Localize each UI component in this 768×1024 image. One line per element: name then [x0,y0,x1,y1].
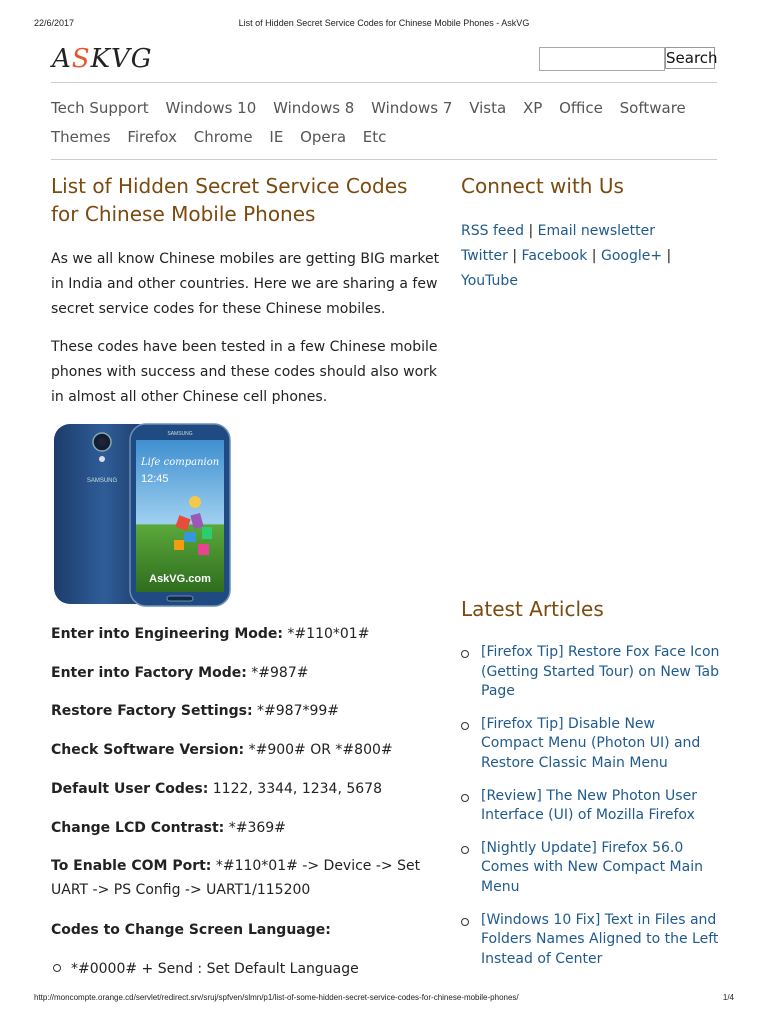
bullet-circle-icon [53,964,61,972]
nav-item-etc[interactable]: Etc [362,128,387,146]
image-watermark: AskVG.com [149,573,211,585]
code-label: Change LCD Contrast: [51,820,225,836]
nav-item-firefox[interactable]: Firefox [127,128,177,146]
code-value: *#369# [224,820,286,836]
logo-letters-rest: KVG [90,44,153,74]
youtube-link[interactable]: YouTube [461,273,518,289]
article-paragraph-2: These codes have been tested in a few Chinese mobile phones with success and these codes should also work in almost all other Chinese cell phones. [51,339,438,405]
screen-tagline: Life companion [141,457,220,468]
code-value: *#110*01# [282,626,370,642]
code-label: Codes to Change Screen Language: [51,922,331,938]
search-input[interactable] [539,47,665,71]
language-bullet-text: *#0000# + Send : Set Default Language [71,961,359,977]
nav-item-xp[interactable]: XP [522,99,543,117]
article-intro: As we all know Chinese mobiles are getting BIG market in India and other countries. Here we are sharing a few secret service codes for these Chinese mobiles. [51,251,440,317]
code-label: Enter into Factory Mode: [51,665,247,681]
code-value: 1122, 3344, 1234, 5678 [208,781,382,797]
bullet-circle-icon [461,722,469,730]
twitter-link[interactable]: Twitter [461,248,508,264]
nav-item-vista[interactable]: Vista [469,99,507,117]
code-label: Restore Factory Settings: [51,703,253,719]
main-nav [51,94,717,152]
samsung-phone-image [52,422,232,608]
code-value: *#987# [246,665,309,681]
print-date: 22/6/2017 [34,18,75,28]
code-com-port [51,854,451,902]
code-label: Default User Codes: [51,781,209,797]
code-label: To Enable COM Port: [51,858,212,874]
logo-letter-s: S [71,44,91,74]
print-url: http://moncompte.orange.cd/servlet/redirect.srv/sruj/spfven/slmn/p1/list-of-some-hidden-secret-service-codes-for-chinese-mobile-phones/ [34,993,519,1002]
print-footer [0,993,768,1007]
latest-article-link[interactable]: [Nightly Update] Firefox 56.0 Comes with New Compact Main Menu [481,839,703,895]
code-label: Check Software Version: [51,742,245,758]
code-restore-factory [51,699,451,723]
latest-article-item[interactable] [461,787,721,826]
site-logo[interactable] [52,44,153,74]
nav-item-chrome[interactable]: Chrome [193,128,253,146]
connect-title: Connect with Us [461,174,624,198]
search-button[interactable]: Search [666,49,718,67]
nav-item-office[interactable]: Office [559,99,603,117]
latest-article-link[interactable]: [Firefox Tip] Disable New Compact Menu (Photon UI) and Restore Classic Main Menu [481,715,701,771]
bullet-circle-icon [461,794,469,802]
print-header [0,18,768,32]
code-default-user [51,777,451,801]
connect-links [461,219,701,294]
code-screen-language [51,918,451,942]
facebook-link[interactable]: Facebook [521,248,588,264]
nav-item-windows-8[interactable]: Windows 8 [273,99,355,117]
nav-item-software[interactable]: Software [619,99,686,117]
latest-article-link[interactable]: [Review] The New Photon User Interface (UI) of Mozilla Firefox [481,787,697,824]
link-separator: | [507,248,522,264]
back-brand-label: SAMSUNG [86,478,118,484]
bullet-circle-icon [461,846,469,854]
print-title: List of Hidden Secret Service Codes for Chinese Mobile Phones - AskVG [238,18,530,28]
header-divider [51,82,717,83]
code-factory-mode [51,661,451,685]
front-brand-label: SAMSUNG [167,431,193,437]
email-newsletter-link[interactable]: Email newsletter [537,223,655,239]
nav-item-themes[interactable]: Themes [51,128,111,146]
latest-articles-list [461,643,721,982]
print-page-number: 1/4 [722,993,734,1002]
rss-feed-link[interactable]: RSS feed [461,223,524,239]
nav-item-tech-support[interactable]: Tech Support [51,99,149,117]
link-separator: | [524,223,538,239]
bullet-circle-icon [461,650,469,658]
language-bullet [51,957,451,981]
code-value: *#110*01# -> Device -> Set UART -> PS Config -> UART1/115200 [51,858,421,898]
link-separator: | [662,248,672,264]
logo-letter-a: A [52,44,72,74]
latest-article-item[interactable] [461,715,721,774]
nav-item-ie[interactable]: IE [269,128,284,146]
link-separator: | [587,248,601,264]
nav-item-opera[interactable]: Opera [300,128,347,146]
bullet-circle-icon [461,918,469,926]
code-label: Enter into Engineering Mode: [51,626,283,642]
latest-article-item[interactable] [461,643,721,702]
nav-item-windows-10[interactable]: Windows 10 [165,99,257,117]
latest-article-link[interactable]: [Firefox Tip] Restore Fox Face Icon (Getting Started Tour) on New Tab Page [481,644,720,700]
latest-articles-title: Latest Articles [461,597,604,621]
code-engineering-mode [51,622,451,646]
latest-article-item[interactable] [461,911,721,970]
google-plus-link[interactable]: Google+ [600,248,663,264]
screen-time: 12:45 [141,473,169,485]
code-software-version [51,738,451,762]
latest-article-item[interactable] [461,839,721,898]
code-value: *#900# OR *#800# [244,742,393,758]
latest-article-link[interactable]: [Windows 10 Fix] Text in Files and Folders Names Aligned to the Left Instead of Center [481,911,719,967]
nav-item-windows-7[interactable]: Windows 7 [371,99,453,117]
nav-divider [51,159,717,160]
code-lcd-contrast [51,816,451,840]
code-value: *#987*99# [252,703,340,719]
article-title: List of Hidden Secret Service Codes for Chinese Mobile Phones [51,174,408,226]
